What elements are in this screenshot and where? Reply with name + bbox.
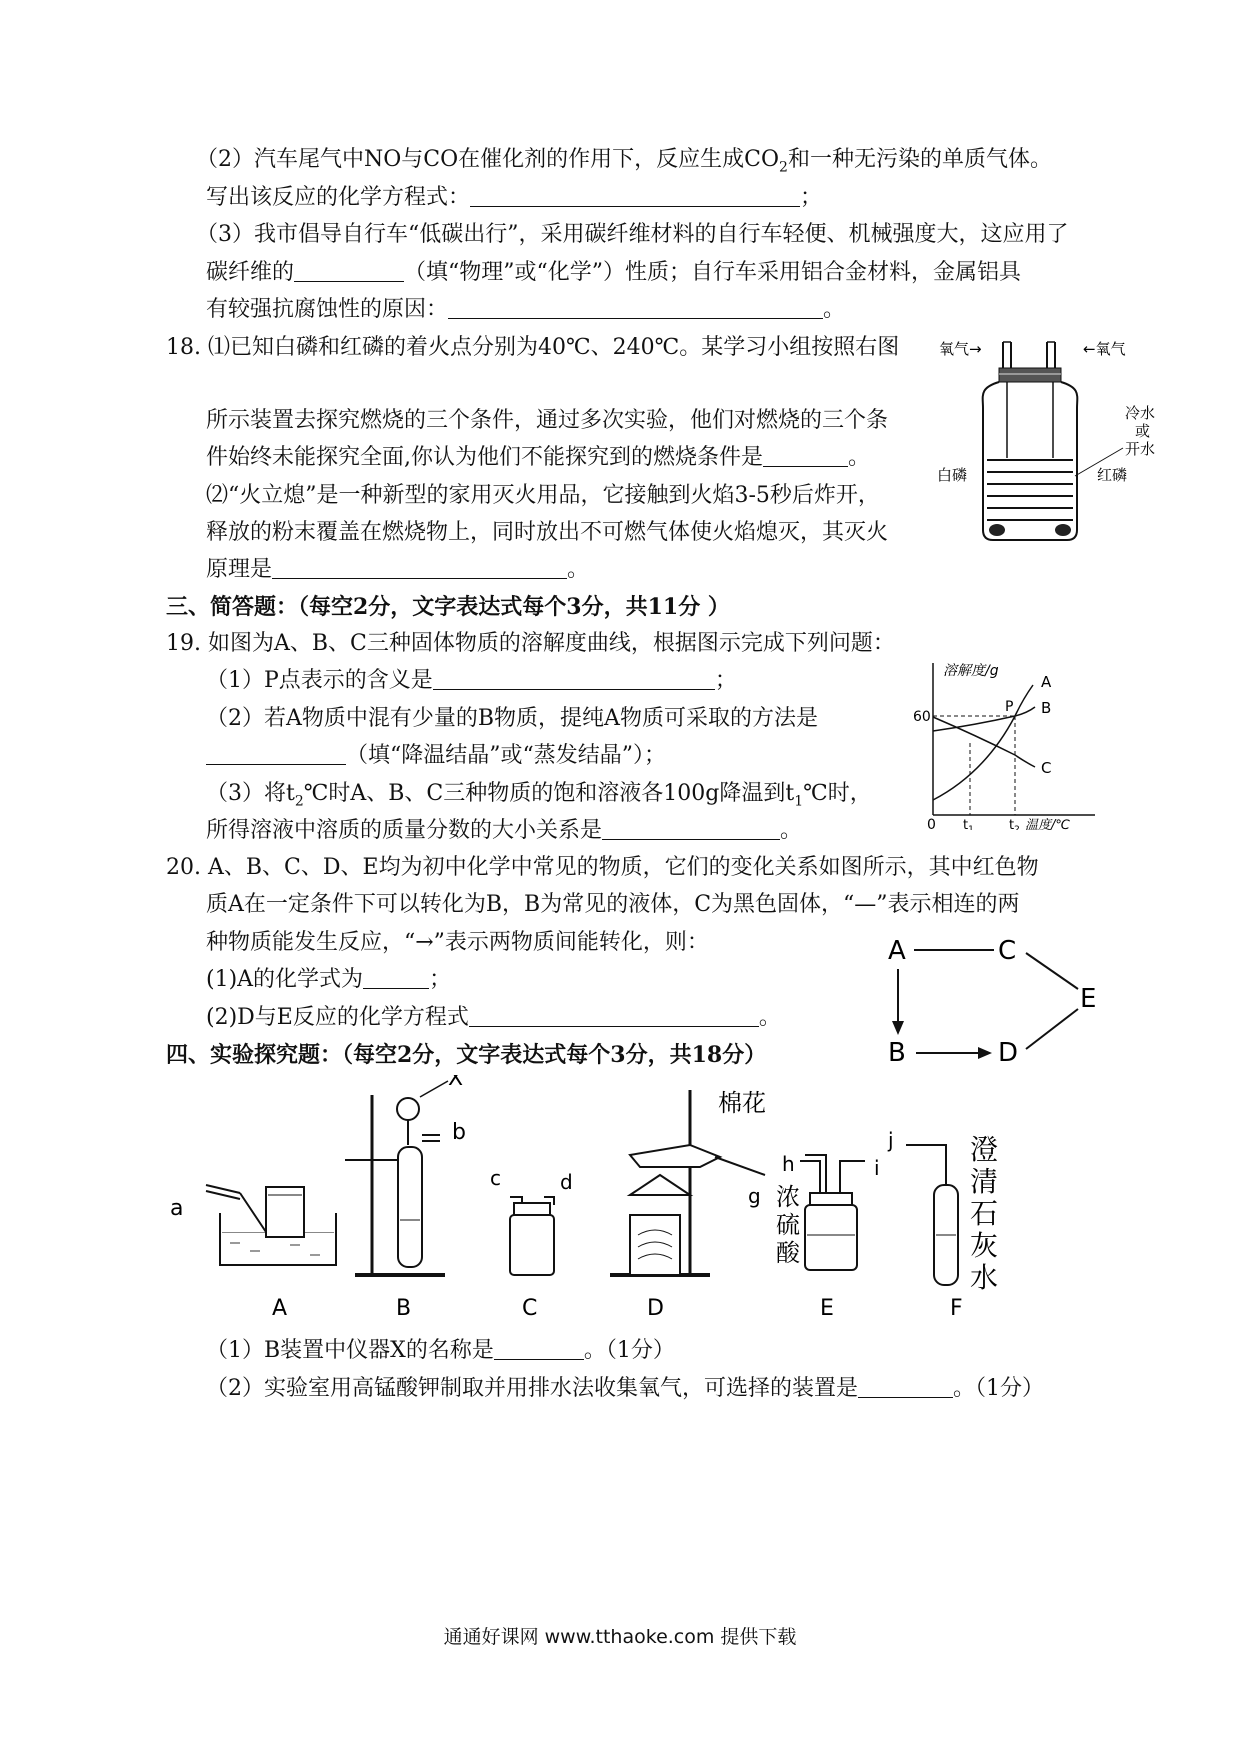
curve-a-label: A xyxy=(1041,673,1052,691)
node-d: D xyxy=(998,1038,1019,1068)
answer-blank[interactable] xyxy=(363,966,429,989)
lab-apparatus-figure xyxy=(160,1075,1120,1335)
answer-blank[interactable] xyxy=(433,667,715,690)
page-footer: 通通好课网 www.tthaoke.com 提供下载 xyxy=(443,1626,797,1648)
solubility-chart xyxy=(905,655,1105,830)
curve-c xyxy=(933,717,1035,767)
t1-label: $t_1$ xyxy=(963,818,974,830)
curve-b xyxy=(933,707,1035,731)
q17-part3-line2: 碳纤维的 （填“物理”或“化学”）性质；自行车采用铝合金材料，金属铝具 xyxy=(206,260,1022,285)
curve-c-label: C xyxy=(1041,759,1052,777)
y-axis-label: 溶解度/g xyxy=(943,663,999,679)
q19-part3: （3）将$t_2℃$时A、B、C三种物质的饱和溶液各100g降温到$t_1℃$时， xyxy=(206,781,872,810)
answer-blank[interactable] xyxy=(469,1004,759,1027)
label-h-lower: h xyxy=(782,1152,795,1176)
answer-blank[interactable] xyxy=(448,296,823,319)
node-a: A xyxy=(888,936,906,966)
curve-b-label: B xyxy=(1041,699,1052,717)
q20-part1: (1)A的化学式为 ； xyxy=(206,967,452,992)
q18-line1: 18. ⑴已知白磷和红磷的着火点分别为40℃、240℃。某学习小组按照右图 xyxy=(166,335,900,360)
label-c-lower: c xyxy=(490,1166,501,1190)
acid-label-1: 浓 xyxy=(776,1183,800,1211)
q19-part1: （1）P点表示的含义是 ； xyxy=(206,668,737,693)
answer-blank[interactable] xyxy=(294,259,404,282)
q18-line6: 原理是 。 xyxy=(206,557,590,582)
t2-label: $t_2$ xyxy=(1009,818,1020,830)
cotton-label: 棉花 xyxy=(718,1089,766,1117)
q20-line2: 质A在一定条件下可以转化为B，B为常见的液体，C为黑色固体，“—”表示相连的两 xyxy=(206,892,1020,917)
limewater-label-4: 灰 xyxy=(970,1229,999,1262)
relation-diagram xyxy=(870,925,1110,1070)
curve-a xyxy=(933,685,1033,800)
label-F: F xyxy=(950,1296,963,1321)
q17-part3-line1: （3）我市倡导自行车“低碳出行”，采用碳纤维材料的自行车轻便、机械强度大，这应用了 xyxy=(196,222,1069,247)
label-g-lower: g xyxy=(748,1184,761,1208)
q17-part2-line2: 写出该反应的化学方程式： ； xyxy=(206,185,823,210)
white-phosphorus-label: 白磷 xyxy=(937,466,968,484)
combustion-apparatus-figure xyxy=(935,330,1175,565)
answer-blank[interactable] xyxy=(763,444,848,467)
q21-part1: （1）B装置中仪器X的名称是 。（1分） xyxy=(206,1338,675,1363)
water-label-3: 开水 xyxy=(1125,440,1156,458)
label-d-lower: d xyxy=(560,1170,573,1194)
answer-blank[interactable] xyxy=(272,556,567,579)
acid-label-3: 酸 xyxy=(776,1239,800,1267)
origin-label: 0 xyxy=(927,817,936,830)
label-E: E xyxy=(820,1296,834,1321)
q19-intro: 19. 如图为A、B、C三种固体物质的溶解度曲线，根据图示完成下列问题： xyxy=(166,631,895,656)
label-a-lower: a xyxy=(170,1196,184,1221)
answer-blank[interactable] xyxy=(206,742,346,765)
oxygen-right-label: ←氧气 xyxy=(1083,340,1126,358)
red-phosphorus-label: 红磷 xyxy=(1097,466,1128,484)
label-x: X xyxy=(448,1075,464,1091)
limewater-label-3: 石 xyxy=(970,1197,999,1230)
q19-part2-line2: （填“降温结晶”或“蒸发结晶”）； xyxy=(206,741,666,771)
q17-part2-line1: （2）汽车尾气中NO与CO在催化剂的作用下，反应生成$CO_2$和一种无污染的单质气体。 xyxy=(196,147,1052,176)
point-p-label: P xyxy=(1005,699,1014,715)
label-C: C xyxy=(522,1296,538,1321)
label-B: B xyxy=(396,1296,412,1321)
limewater-label-5: 水 xyxy=(970,1261,999,1294)
label-A: A xyxy=(272,1296,288,1321)
q18-line2: 所示装置去探究燃烧的三个条件，通过多次实验，他们对燃烧的三个条 xyxy=(206,408,889,433)
answer-blank[interactable] xyxy=(602,817,780,840)
q19-part2: （2）若A物质中混有少量的B物质，提纯A物质可采取的方法是 xyxy=(206,706,818,731)
node-e: E xyxy=(1080,984,1097,1014)
node-c: C xyxy=(998,936,1017,966)
limewater-label-2: 清 xyxy=(970,1165,999,1198)
q18-line5: 释放的粉末覆盖在燃烧物上，同时放出不可燃气体使火焰熄灭，其灭火 xyxy=(206,520,889,545)
water-label-1: 冷水 xyxy=(1125,404,1156,422)
answer-blank[interactable] xyxy=(494,1337,584,1360)
q20-part2: (2)D与E反应的化学方程式 。 xyxy=(206,1005,781,1030)
label-i-lower: i xyxy=(874,1156,880,1180)
q21-part2: （2）实验室用高锰酸钾制取并用排水法收集氧气，可选择的装置是 。（1分） xyxy=(206,1376,1044,1401)
q17-part3-line3: 有较强抗腐蚀性的原因： 。 xyxy=(206,297,846,322)
answer-blank[interactable] xyxy=(470,184,800,207)
section-3-title: 三、简答题：（每空2分，文字表达式每个3分，共11分 ） xyxy=(166,594,730,620)
q18-line4: ⑵“火立熄”是一种新型的家用灭火用品，它接触到火焰3-5秒后炸开， xyxy=(206,483,880,508)
node-b: B xyxy=(888,1038,906,1068)
q19-part3-line2: 所得溶液中溶质的质量分数的大小关系是 。 xyxy=(206,818,803,843)
x-axis-label: 温度/℃ xyxy=(1025,818,1070,830)
acid-label-2: 硫 xyxy=(776,1211,800,1239)
label-D: D xyxy=(647,1296,664,1321)
q18-line3: 件始终未能探究全面,你认为他们不能探究到的燃烧条件是 。 xyxy=(206,445,871,470)
q20-line3: 种物质能发生反应，“→”表示两物质间能转化，则： xyxy=(206,930,709,955)
q20-line1: 20. A、B、C、D、E均为初中化学中常见的物质，它们的变化关系如图所示，其中红色物 xyxy=(166,855,1039,880)
label-b-lower: b xyxy=(452,1120,466,1145)
section-4-title: 四、实验探究题：（每空2分，文字表达式每个3分，共18分） xyxy=(166,1042,767,1068)
water-label-2: 或 xyxy=(1135,422,1151,440)
answer-blank[interactable] xyxy=(858,1375,953,1398)
oxygen-left-label: 氧气→ xyxy=(939,340,982,358)
limewater-label-1: 澄 xyxy=(970,1133,999,1166)
label-j-lower: j xyxy=(888,1128,894,1152)
y-tick-60: 60 xyxy=(913,709,931,725)
